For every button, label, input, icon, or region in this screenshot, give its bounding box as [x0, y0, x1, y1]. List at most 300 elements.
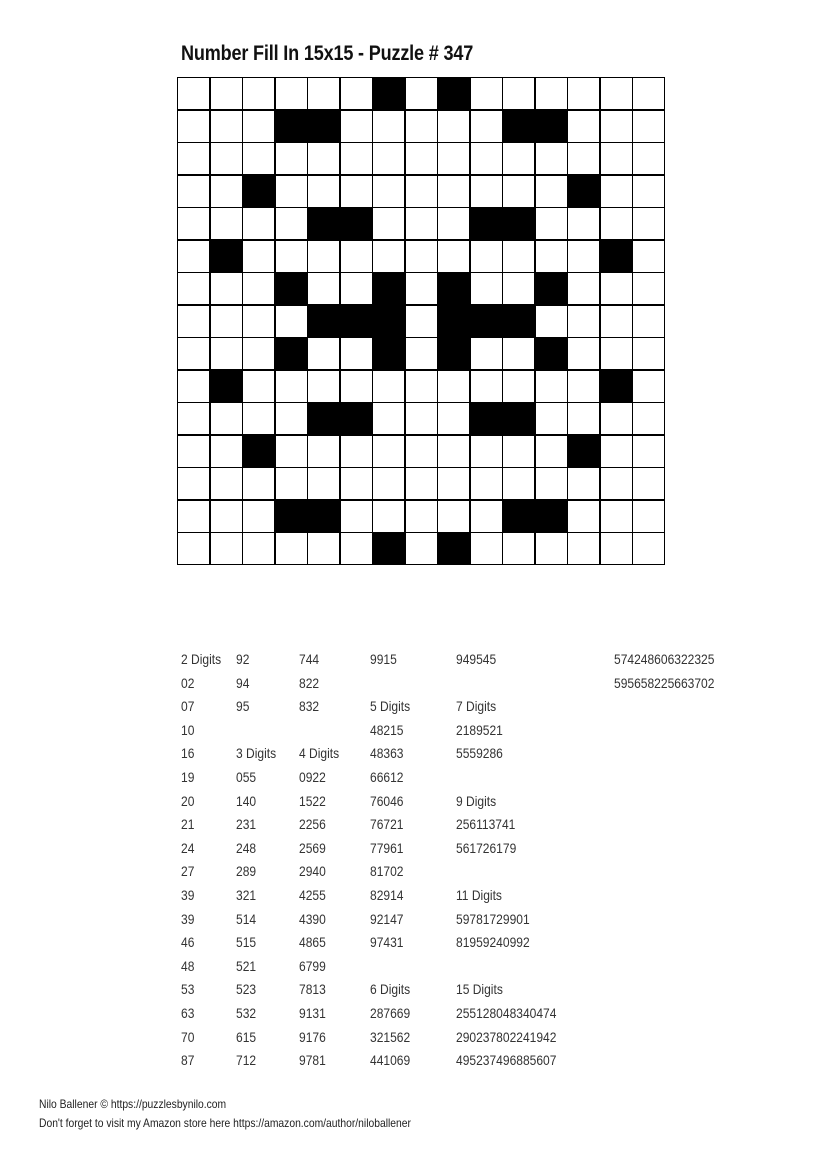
grid-cell[interactable]	[276, 403, 307, 434]
black-cell	[438, 338, 469, 369]
word-column-2	[236, 648, 276, 1073]
grid-cell[interactable]	[178, 273, 209, 304]
word-column-1	[181, 648, 221, 1073]
grid-cell[interactable]	[568, 143, 599, 174]
black-cell	[308, 501, 339, 532]
grid-cell[interactable]	[406, 176, 437, 207]
spacer	[299, 719, 339, 743]
number-entry: 48215	[370, 721, 404, 738]
grid-cell[interactable]	[276, 371, 307, 402]
grid-cell[interactable]	[406, 143, 437, 174]
grid-cell[interactable]	[178, 468, 209, 499]
grid-cell[interactable]	[536, 436, 567, 467]
grid-cell[interactable]	[178, 533, 209, 564]
number-entry: 2189521	[456, 721, 503, 738]
grid-cell[interactable]	[341, 241, 372, 272]
grid-cell[interactable]	[471, 143, 502, 174]
grid-cell[interactable]	[341, 436, 372, 467]
grid-cell[interactable]	[601, 468, 632, 499]
grid-cell[interactable]	[211, 176, 242, 207]
number-entry: 321562	[370, 1028, 411, 1045]
spacer	[456, 955, 556, 979]
grid-cell[interactable]	[308, 338, 339, 369]
number-entry: 248	[236, 839, 257, 856]
word-column-6	[614, 648, 714, 695]
grid-cell[interactable]	[243, 403, 274, 434]
grid-cell[interactable]	[308, 468, 339, 499]
grid-cell[interactable]	[406, 436, 437, 467]
grid-cell[interactable]	[568, 241, 599, 272]
grid-cell[interactable]	[243, 338, 274, 369]
grid-cell[interactable]	[211, 533, 242, 564]
grid-cell[interactable]	[471, 468, 502, 499]
grid-cell[interactable]	[601, 78, 632, 109]
grid-cell[interactable]	[341, 176, 372, 207]
number-entry: 4390	[299, 910, 326, 927]
grid-cell[interactable]	[438, 436, 469, 467]
black-cell	[536, 338, 567, 369]
number-entry: 4865	[299, 934, 326, 951]
grid-cell[interactable]	[373, 501, 404, 532]
grid-cell[interactable]	[471, 371, 502, 402]
grid-cell[interactable]	[471, 436, 502, 467]
footer-amazon-note: Don't forget to visit my Amazon store here https://amazon.com/author/niloballener	[39, 1116, 411, 1130]
number-entry: 7813	[299, 981, 326, 998]
grid-cell[interactable]	[211, 468, 242, 499]
grid-cell[interactable]	[601, 403, 632, 434]
black-cell	[568, 436, 599, 467]
number-entry: 2940	[299, 863, 326, 880]
number-entry: 48	[181, 957, 195, 974]
grid-cell[interactable]	[178, 403, 209, 434]
black-cell	[471, 306, 502, 337]
grid-cell[interactable]	[471, 533, 502, 564]
grid-cell[interactable]	[308, 371, 339, 402]
grid-cell[interactable]	[178, 338, 209, 369]
black-cell	[471, 403, 502, 434]
grid-cell[interactable]	[308, 241, 339, 272]
black-cell	[373, 338, 404, 369]
grid-cell[interactable]	[341, 371, 372, 402]
word-column-4	[370, 648, 410, 1073]
grid-cell[interactable]	[243, 533, 274, 564]
number-entry: 256113741	[456, 816, 516, 833]
grid-cell[interactable]	[536, 208, 567, 239]
grid-cell[interactable]	[308, 78, 339, 109]
footer	[39, 1095, 411, 1133]
grid-cell[interactable]	[633, 468, 664, 499]
black-cell	[211, 241, 242, 272]
grid-cell[interactable]	[633, 78, 664, 109]
number-entry: 290237802241942	[456, 1028, 557, 1045]
number-entry: 20	[181, 792, 195, 809]
grid-cell[interactable]	[373, 143, 404, 174]
grid-cell[interactable]	[406, 468, 437, 499]
number-entry: 055	[236, 768, 257, 785]
grid-cell[interactable]	[438, 111, 469, 142]
number-entry: 949545	[456, 651, 497, 667]
grid-cell[interactable]	[178, 111, 209, 142]
grid-cell[interactable]	[438, 176, 469, 207]
grid-cell[interactable]	[633, 338, 664, 369]
grid-cell[interactable]	[536, 533, 567, 564]
grid-cell[interactable]	[341, 78, 372, 109]
grid-cell[interactable]	[341, 501, 372, 532]
digits-heading: 5 Digits	[370, 698, 411, 715]
black-cell	[373, 78, 404, 109]
grid-cell[interactable]	[601, 306, 632, 337]
grid-cell[interactable]	[341, 338, 372, 369]
grid-cell[interactable]	[276, 436, 307, 467]
black-cell	[243, 176, 274, 207]
number-entry: 561726179	[456, 839, 517, 856]
puzzle-grid	[177, 77, 665, 565]
grid-cell[interactable]	[601, 501, 632, 532]
grid-cell[interactable]	[601, 533, 632, 564]
number-entry: 95	[236, 698, 250, 715]
black-cell	[276, 338, 307, 369]
grid-cell[interactable]	[471, 338, 502, 369]
grid-cell[interactable]	[211, 273, 242, 304]
grid-cell[interactable]	[373, 176, 404, 207]
number-entry: 514	[236, 910, 257, 927]
grid-cell[interactable]	[633, 371, 664, 402]
grid-cell[interactable]	[503, 273, 534, 304]
grid-cell[interactable]	[471, 241, 502, 272]
black-cell	[438, 273, 469, 304]
grid-cell[interactable]	[633, 241, 664, 272]
grid-cell[interactable]	[211, 436, 242, 467]
grid-cell[interactable]	[568, 403, 599, 434]
number-entry: 27	[181, 863, 195, 880]
black-cell	[276, 111, 307, 142]
number-entry: 615	[236, 1028, 257, 1045]
grid-cell[interactable]	[633, 403, 664, 434]
grid-cell[interactable]	[276, 241, 307, 272]
grid-cell[interactable]	[536, 143, 567, 174]
black-cell	[308, 111, 339, 142]
grid-cell[interactable]	[243, 306, 274, 337]
grid-cell[interactable]	[438, 208, 469, 239]
number-entry: 87	[181, 1052, 195, 1069]
grid-cell[interactable]	[568, 468, 599, 499]
grid-cell[interactable]	[341, 143, 372, 174]
grid-cell[interactable]	[438, 371, 469, 402]
number-entry: 39	[181, 910, 195, 927]
black-cell	[471, 208, 502, 239]
black-cell	[503, 306, 534, 337]
grid-cell[interactable]	[568, 273, 599, 304]
black-cell	[503, 208, 534, 239]
black-cell	[438, 306, 469, 337]
grid-cell[interactable]	[536, 176, 567, 207]
black-cell	[568, 176, 599, 207]
grid-cell[interactable]	[243, 371, 274, 402]
grid-cell[interactable]	[601, 111, 632, 142]
grid-cell[interactable]	[471, 176, 502, 207]
grid-cell[interactable]	[178, 371, 209, 402]
grid-cell[interactable]	[178, 306, 209, 337]
grid-cell[interactable]	[341, 111, 372, 142]
grid-cell[interactable]	[308, 533, 339, 564]
grid-cell[interactable]	[276, 176, 307, 207]
grid-cell[interactable]	[601, 208, 632, 239]
black-cell	[373, 306, 404, 337]
number-entry: 53	[181, 981, 195, 998]
grid-cell[interactable]	[341, 468, 372, 499]
grid-cell[interactable]	[601, 143, 632, 174]
grid-cell[interactable]	[471, 78, 502, 109]
number-entry: 19	[181, 768, 195, 785]
number-entry: 76721	[370, 816, 404, 833]
grid-cell[interactable]	[178, 501, 209, 532]
grid-cell[interactable]	[406, 241, 437, 272]
digits-heading: 4 Digits	[299, 745, 340, 762]
grid-cell[interactable]	[633, 501, 664, 532]
grid-cell[interactable]	[471, 111, 502, 142]
number-entry: 9176	[299, 1028, 326, 1045]
grid-cell[interactable]	[406, 111, 437, 142]
black-cell	[601, 371, 632, 402]
grid-cell[interactable]	[276, 78, 307, 109]
grid-cell[interactable]	[308, 436, 339, 467]
grid-cell[interactable]	[243, 273, 274, 304]
number-entry: 231	[236, 816, 257, 833]
grid-cell[interactable]	[601, 436, 632, 467]
grid-cell[interactable]	[633, 306, 664, 337]
grid-cell[interactable]	[211, 338, 242, 369]
grid-cell[interactable]	[406, 306, 437, 337]
grid-cell[interactable]	[536, 468, 567, 499]
grid-cell[interactable]	[276, 468, 307, 499]
grid-cell[interactable]	[211, 78, 242, 109]
grid-cell[interactable]	[373, 403, 404, 434]
grid-cell[interactable]	[568, 533, 599, 564]
spacer	[236, 719, 276, 743]
black-cell	[438, 78, 469, 109]
grid-cell[interactable]	[406, 338, 437, 369]
black-cell	[373, 273, 404, 304]
digits-heading: 7 Digits	[456, 698, 497, 715]
number-entry: 712	[236, 1052, 257, 1069]
grid-cell[interactable]	[471, 273, 502, 304]
black-cell	[308, 306, 339, 337]
grid-cell[interactable]	[406, 403, 437, 434]
grid-cell[interactable]	[341, 533, 372, 564]
grid-cell[interactable]	[406, 501, 437, 532]
number-entry: 59781729901	[456, 910, 530, 927]
digits-heading: 9 Digits	[456, 792, 497, 809]
grid-cell[interactable]	[503, 533, 534, 564]
grid-cell[interactable]	[438, 468, 469, 499]
grid-cell[interactable]	[503, 78, 534, 109]
number-entry: 94	[236, 674, 250, 691]
grid-cell[interactable]	[406, 78, 437, 109]
number-entry: 822	[299, 674, 320, 691]
black-cell	[211, 371, 242, 402]
grid-cell[interactable]	[568, 111, 599, 142]
number-entry: 287669	[370, 1004, 411, 1021]
number-entry: 744	[299, 651, 320, 667]
grid-cell[interactable]	[406, 208, 437, 239]
grid-cell[interactable]	[276, 306, 307, 337]
black-cell	[503, 111, 534, 142]
grid-cell[interactable]	[308, 143, 339, 174]
grid-cell[interactable]	[536, 78, 567, 109]
grid-cell[interactable]	[568, 78, 599, 109]
grid-cell[interactable]	[211, 403, 242, 434]
number-entry: 515	[236, 934, 257, 951]
grid-cell[interactable]	[178, 208, 209, 239]
number-entry: 0922	[299, 768, 326, 785]
grid-cell[interactable]	[373, 241, 404, 272]
grid-cell[interactable]	[633, 436, 664, 467]
number-entry: 48363	[370, 745, 404, 762]
number-entry: 2256	[299, 816, 326, 833]
grid-cell[interactable]	[438, 501, 469, 532]
word-column-3	[299, 648, 339, 1073]
number-entry: 832	[299, 698, 320, 715]
black-cell	[276, 273, 307, 304]
number-entry: 76046	[370, 792, 404, 809]
digits-heading: 6 Digits	[370, 981, 411, 998]
number-entry: 10	[181, 721, 195, 738]
grid-cell[interactable]	[633, 111, 664, 142]
grid-cell[interactable]	[503, 176, 534, 207]
number-entry: 255128048340474	[456, 1004, 557, 1021]
grid-cell[interactable]	[536, 306, 567, 337]
grid-cell[interactable]	[211, 208, 242, 239]
grid-cell[interactable]	[243, 241, 274, 272]
grid-cell[interactable]	[341, 273, 372, 304]
digits-heading: 11 Digits	[456, 886, 502, 903]
grid-cell[interactable]	[503, 338, 534, 369]
spacer	[370, 672, 410, 696]
grid-cell[interactable]	[211, 111, 242, 142]
grid-cell[interactable]	[536, 371, 567, 402]
grid-cell[interactable]	[178, 143, 209, 174]
puzzle-title: Number Fill In 15x15 - Puzzle # 347	[181, 42, 474, 65]
grid-cell[interactable]	[243, 468, 274, 499]
grid-cell[interactable]	[536, 403, 567, 434]
number-entry: 9915	[370, 651, 397, 667]
black-cell	[341, 208, 372, 239]
number-entry: 523	[236, 981, 257, 998]
grid-cell[interactable]	[438, 143, 469, 174]
grid-cell[interactable]	[373, 468, 404, 499]
number-entry: 574248606322325	[614, 651, 715, 667]
grid-cell[interactable]	[568, 501, 599, 532]
number-entry: 4255	[299, 886, 326, 903]
number-entry: 92	[236, 651, 250, 667]
grid-cell[interactable]	[211, 143, 242, 174]
black-cell	[308, 208, 339, 239]
grid-cell[interactable]	[178, 78, 209, 109]
grid-cell[interactable]	[373, 436, 404, 467]
grid-cell[interactable]	[243, 208, 274, 239]
number-entry: 82914	[370, 886, 404, 903]
grid-cell[interactable]	[211, 501, 242, 532]
spacer	[456, 860, 556, 884]
grid-cell[interactable]	[633, 208, 664, 239]
grid-cell[interactable]	[503, 468, 534, 499]
grid-cell[interactable]	[633, 533, 664, 564]
number-entry: 532	[236, 1004, 257, 1021]
grid-cell[interactable]	[503, 436, 534, 467]
grid-cell[interactable]	[243, 501, 274, 532]
black-cell	[536, 501, 567, 532]
grid-cell[interactable]	[568, 306, 599, 337]
grid-cell[interactable]	[503, 241, 534, 272]
grid-cell[interactable]	[568, 371, 599, 402]
grid-cell[interactable]	[178, 176, 209, 207]
number-entry: 16	[181, 745, 195, 762]
grid-cell[interactable]	[503, 143, 534, 174]
grid-cell[interactable]	[276, 533, 307, 564]
black-cell	[601, 241, 632, 272]
grid-cell[interactable]	[308, 176, 339, 207]
digits-heading: 2 Digits	[181, 651, 222, 667]
black-cell	[503, 501, 534, 532]
grid-cell[interactable]	[471, 501, 502, 532]
number-entry: 321	[236, 886, 257, 903]
grid-cell[interactable]	[503, 371, 534, 402]
number-entry: 70	[181, 1028, 195, 1045]
grid-cell[interactable]	[601, 273, 632, 304]
number-entry: 97431	[370, 934, 404, 951]
grid-cell[interactable]	[601, 338, 632, 369]
black-cell	[503, 403, 534, 434]
grid-cell[interactable]	[276, 208, 307, 239]
grid-cell[interactable]	[178, 436, 209, 467]
number-entry: 24	[181, 839, 195, 856]
spacer	[370, 955, 410, 979]
grid-cell[interactable]	[601, 176, 632, 207]
grid-cell[interactable]	[633, 273, 664, 304]
grid-cell[interactable]	[243, 111, 274, 142]
black-cell	[536, 273, 567, 304]
number-entry: 02	[181, 674, 195, 691]
grid-cell[interactable]	[633, 176, 664, 207]
number-entry: 495237496885607	[456, 1052, 557, 1069]
grid-cell[interactable]	[276, 143, 307, 174]
grid-cell[interactable]	[406, 533, 437, 564]
grid-cell[interactable]	[308, 273, 339, 304]
grid-cell[interactable]	[243, 143, 274, 174]
grid-cell[interactable]	[438, 403, 469, 434]
grid-cell[interactable]	[406, 273, 437, 304]
black-cell	[243, 436, 274, 467]
grid-cell[interactable]	[536, 241, 567, 272]
grid-cell[interactable]	[178, 241, 209, 272]
grid-cell[interactable]	[568, 208, 599, 239]
number-entry: 595658225663702	[614, 674, 715, 691]
grid-cell[interactable]	[373, 208, 404, 239]
grid-cell[interactable]	[438, 241, 469, 272]
digits-heading: 3 Digits	[236, 745, 277, 762]
grid-cell[interactable]	[568, 338, 599, 369]
grid-cell[interactable]	[406, 371, 437, 402]
grid-cell[interactable]	[211, 306, 242, 337]
word-column-5	[456, 648, 556, 1073]
grid-cell[interactable]	[373, 111, 404, 142]
number-entry: 46	[181, 934, 195, 951]
grid-cell[interactable]	[373, 371, 404, 402]
number-entry: 2569	[299, 839, 326, 856]
number-entry: 39	[181, 886, 195, 903]
grid-cell[interactable]	[633, 143, 664, 174]
grid-cell[interactable]	[243, 78, 274, 109]
